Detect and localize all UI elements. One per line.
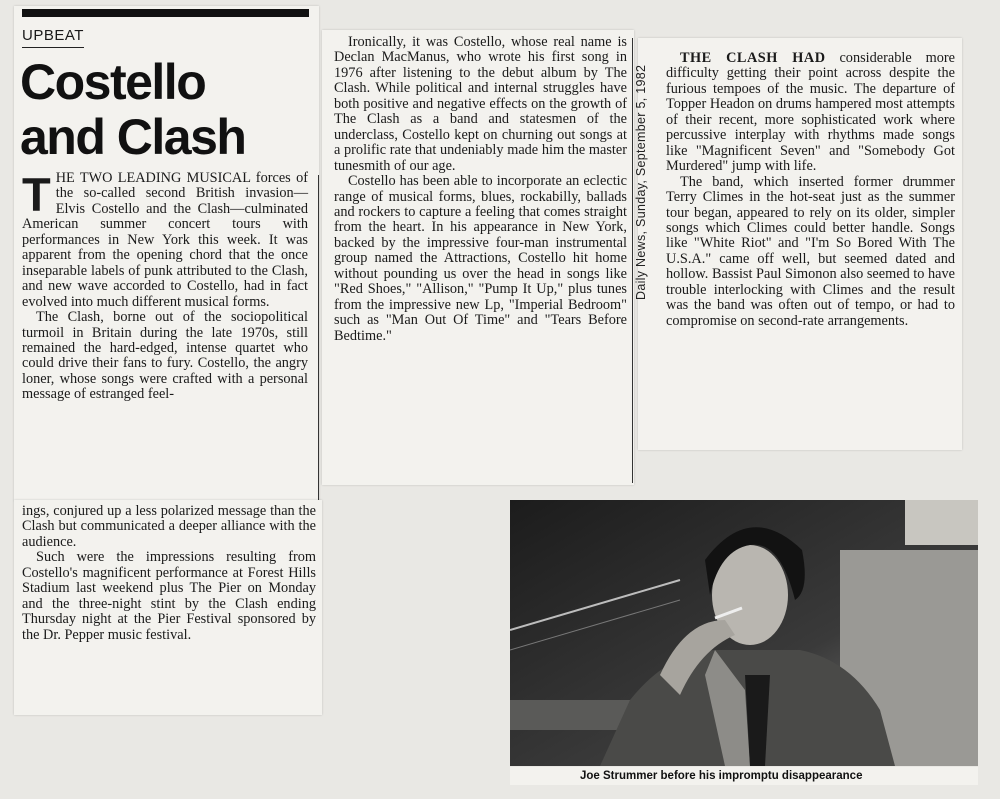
- column-rule: [632, 38, 633, 483]
- section-kicker: UPBEAT: [22, 27, 84, 48]
- paragraph: Costello has been able to incorporate an eclectic range of musical forms, blues, rockabilly, ballads and rockers to capture a feeling that comes straight from the heart. In his appearance in New York, backed by the impressive four-man instrumental group named the Attractions, Costello hit home without pounding us over the head in songs like "Red Shoes," "Allison," "Pump It Up," plus tunes from the impressive new Lp, "Imperial Bedroom" such as "Man Out Of Time" and "Tears Before Bedtime.": [334, 173, 627, 344]
- article-column-3: [666, 51, 955, 329]
- paragraph: THE CLASH HAD considerable more difficulty getting their point across despite the furious tempoes of the music. The departure of Topper Headon on drums hampered most attempts of their recent, more sophisticated work where percussive interplay with rhythms made songs like "Magnificent Seven" and "Somebody Got Murdered" jump with life.: [666, 50, 955, 175]
- paragraph: The band, which inserted former drummer Terry Climes in the hot-seat just as the summer tour began, appeared to rely on its older, simpler songs which Climes could better handle. Songs like "White Riot" and "I'm So Bored With The U.S.A." came off well, but seemed dated and hollow. Bassist Paul Simonon also seemed to have trouble interlocking with Climes and the result was the band was often out of tempo, or had to compromise on second-rate arrangements.: [666, 173, 955, 329]
- section-lead-in: THE CLASH HAD: [680, 50, 826, 66]
- paragraph: Ironically, it was Costello, whose real name is Declan MacManus, who wrote his first song in 1976 after listening to the debut album by The Clash. While political and internal struggles have both positive and negative effects on the growth of The Clash as a band and statesmen of the underclass, Costello kept on churning out songs at a prolific rate that undeniably made him the master tunesmith of our age.: [334, 34, 627, 174]
- photo-caption: Joe Strummer before his impromptu disappearance: [510, 767, 978, 785]
- headline-line-2: and Clash: [20, 109, 246, 165]
- headline-line-1: Costello: [20, 54, 206, 110]
- paragraph: ings, conjured up a less polarized message than the Clash but communicated a deeper alliance with the audience.: [22, 503, 316, 550]
- drop-cap: T: [22, 168, 51, 221]
- lead-text: HE TWO LEADING MUSICAL forces of the so-called second British invasion—Elvis Costello and the Clash—culminated American summer concert tours with performances in New York this week. It was apparent from the opening chord that the once inseparable labels of punk attributed to the Clash, and new wave accorded to Costello, had in fact evolved into much different musical forms.: [22, 170, 308, 310]
- lead-paragraph: [22, 168, 308, 310]
- article-column-1: [22, 168, 308, 403]
- photo-joe-strummer: [510, 500, 978, 766]
- paragraph: Such were the impressions resulting from Costello's magnificent performance at Forest Hills Stadium last weekend plus The Pier on Monday and the three-night stint by the Clash ending Thursday night at the Pier Festival sponsored by the Dr. Pepper music festival.: [22, 549, 316, 643]
- column-rule: [318, 175, 319, 500]
- article-column-1-continued: [22, 504, 316, 643]
- photo-image: [510, 500, 978, 766]
- paragraph: The Clash, borne out of the sociopolitical turmoil in Britain during the late 1970s, still remained the hard-edged, intense quartet who could drive their fans to fury. Costello, the angry loner, whose songs were crafted with a personal message of estranged feel-: [22, 309, 308, 403]
- article-column-2: [334, 35, 627, 344]
- headline: [20, 55, 310, 165]
- header-rule: [22, 9, 309, 17]
